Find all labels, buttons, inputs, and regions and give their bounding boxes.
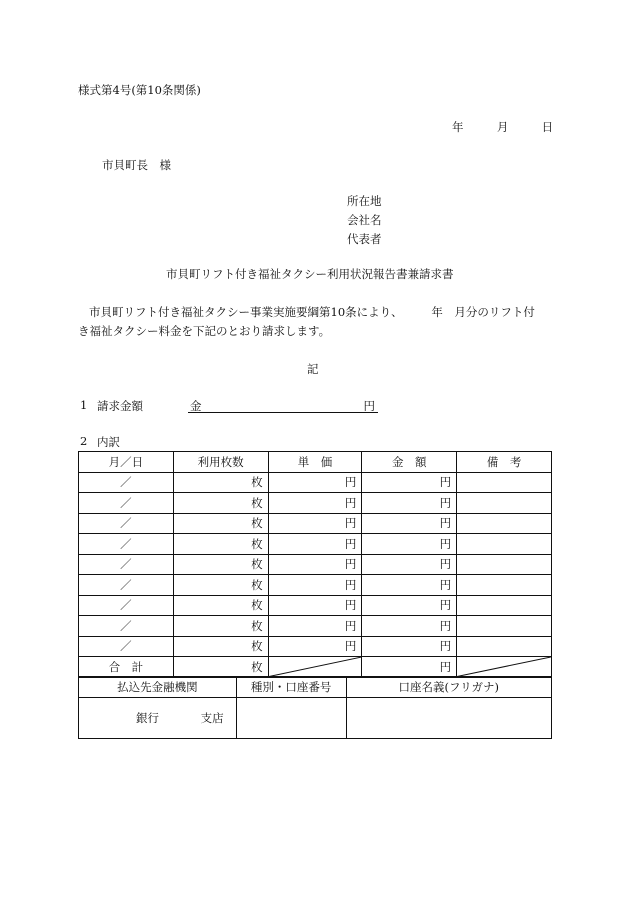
row-price-cell[interactable] [268,513,362,534]
document-title: 市貝町リフト付き福祉タクシー利用状況報告書兼請求書 [166,267,454,281]
row-count-cell[interactable] [173,513,268,534]
date-year-label: 年 [452,120,464,134]
company-label: 会社名 [347,213,382,227]
count-unit: 枚 [251,475,263,490]
row-amount-cell[interactable] [362,493,457,514]
total-remarks-crossed-cell [457,657,552,678]
branch-label: 支店 [200,710,224,725]
bank-label: 銀行 [136,710,159,725]
row-date-cell[interactable] [79,472,174,493]
count-unit: 枚 [251,516,263,531]
amount-unit: 円 [439,536,452,551]
row-count-cell[interactable] [173,575,268,596]
details-table [78,451,552,678]
row-date-cell[interactable] [79,575,174,596]
addressee: 市貝町長 様 [102,158,171,172]
total-amount-cell[interactable] [362,657,457,678]
claim-unit: 円 [363,399,375,413]
details-total-row [79,657,552,678]
details-row [79,575,552,596]
count-unit: 枚 [251,598,263,613]
representative-label: 代表者 [347,232,382,246]
row-amount-cell[interactable] [362,636,457,657]
claim-amount-line [188,398,378,413]
price-unit: 円 [344,516,357,531]
price-unit: 円 [344,495,357,510]
bank-header-account: 種別・口座番号 [236,677,346,698]
header-date: 月／日 [79,452,174,473]
amount-unit: 円 [439,516,452,531]
row-price-cell[interactable] [268,554,362,575]
row-date-cell[interactable] [79,513,174,534]
claim-label: 請求金額 [97,399,143,413]
date-month-label: 月 [496,120,509,134]
count-unit: 枚 [251,557,263,572]
count-unit: 枚 [251,618,263,633]
claim-number: 1 [80,398,88,412]
date-slash: ／ [120,475,132,490]
count-unit: 枚 [251,577,263,592]
ki-heading: 記 [307,362,319,376]
details-row [79,472,552,493]
row-amount-cell[interactable] [362,595,457,616]
row-remarks-cell[interactable] [457,513,552,534]
row-date-cell[interactable] [79,636,174,657]
amount-unit: 円 [439,598,452,613]
row-count-cell[interactable] [173,595,268,616]
details-row [79,595,552,616]
date-slash: ／ [120,618,132,633]
total-count-unit: 枚 [251,659,263,674]
bank-header-institution: 払込先金融機関 [79,677,237,698]
header-remarks: 備 考 [457,452,552,473]
row-remarks-cell[interactable] [457,534,552,555]
price-unit: 円 [344,639,357,654]
row-remarks-cell[interactable] [457,636,552,657]
row-date-cell[interactable] [79,595,174,616]
details-row [79,534,552,555]
row-amount-cell[interactable] [362,472,457,493]
price-unit: 円 [344,557,357,572]
row-remarks-cell[interactable] [457,493,552,514]
total-count-cell[interactable] [173,657,268,678]
row-remarks-cell[interactable] [457,472,552,493]
row-price-cell[interactable] [268,636,362,657]
row-price-cell[interactable] [268,575,362,596]
header-unit-price: 単 価 [268,452,362,473]
form-number: 様式第4号(第10条関係) [78,83,201,97]
amount-unit: 円 [439,557,452,572]
row-price-cell[interactable] [268,493,362,514]
details-row [79,493,552,514]
row-amount-cell[interactable] [362,616,457,637]
header-amount: 金 額 [362,452,457,473]
amount-unit: 円 [439,475,452,490]
row-price-cell[interactable] [268,616,362,637]
details-row [79,616,552,637]
row-count-cell[interactable] [173,493,268,514]
details-label: 内訳 [97,435,120,449]
amount-unit: 円 [439,639,452,654]
date-slash: ／ [120,536,132,551]
claim-prefix: 金 [190,399,202,413]
total-amount-unit: 円 [439,659,452,674]
count-unit: 枚 [251,536,263,551]
row-date-cell[interactable] [79,616,174,637]
bank-input-row [79,697,552,738]
row-remarks-cell[interactable] [457,554,552,575]
price-unit: 円 [344,536,357,551]
address-label: 所在地 [347,194,382,208]
row-remarks-cell[interactable] [457,595,552,616]
date-slash: ／ [120,639,132,654]
bank-header-row [79,677,552,698]
date-slash: ／ [120,557,132,572]
row-count-cell[interactable] [173,472,268,493]
header-count: 利用枚数 [173,452,268,473]
row-count-cell[interactable] [173,636,268,657]
row-amount-cell[interactable] [362,534,457,555]
amount-unit: 円 [439,577,452,592]
date-line [452,119,553,135]
row-count-cell[interactable] [173,616,268,637]
date-slash: ／ [120,516,132,531]
date-day-label: 日 [541,120,554,134]
bank-account-cell[interactable] [236,697,346,738]
row-amount-cell[interactable] [362,513,457,534]
bank-table [78,676,552,739]
body-line-1: 市貝町リフト付き福祉タクシー事業実施要綱第10条により、 年 月分のリフト付 [89,305,535,319]
total-price-crossed-cell [268,657,362,678]
row-price-cell[interactable] [268,472,362,493]
row-date-cell[interactable] [79,554,174,575]
row-remarks-cell[interactable] [457,616,552,637]
row-date-cell[interactable] [79,534,174,555]
row-price-cell[interactable] [268,595,362,616]
bank-header-holder: 口座名義(フリガナ) [346,677,551,698]
details-header-row [79,452,552,473]
bank-holder-cell[interactable] [346,697,551,738]
details-number: 2 [80,434,88,448]
row-amount-cell[interactable] [362,575,457,596]
body-line-2: き福祉タクシー料金を下記のとおり請求します。 [78,324,331,338]
row-count-cell[interactable] [173,534,268,555]
bank-institution-cell[interactable] [79,697,237,738]
price-unit: 円 [344,577,357,592]
row-price-cell[interactable] [268,534,362,555]
amount-unit: 円 [439,618,452,633]
details-row [79,513,552,534]
date-slash: ／ [120,598,132,613]
date-slash: ／ [120,495,132,510]
details-row [79,636,552,657]
row-remarks-cell[interactable] [457,575,552,596]
price-unit: 円 [344,475,357,490]
row-count-cell[interactable] [173,554,268,575]
amount-unit: 円 [439,495,452,510]
row-amount-cell[interactable] [362,554,457,575]
details-row [79,554,552,575]
price-unit: 円 [344,618,357,633]
price-unit: 円 [344,598,357,613]
count-unit: 枚 [251,495,263,510]
date-slash: ／ [120,577,132,592]
count-unit: 枚 [251,639,263,654]
row-date-cell[interactable] [79,493,174,514]
total-label: 合 計 [79,657,174,678]
